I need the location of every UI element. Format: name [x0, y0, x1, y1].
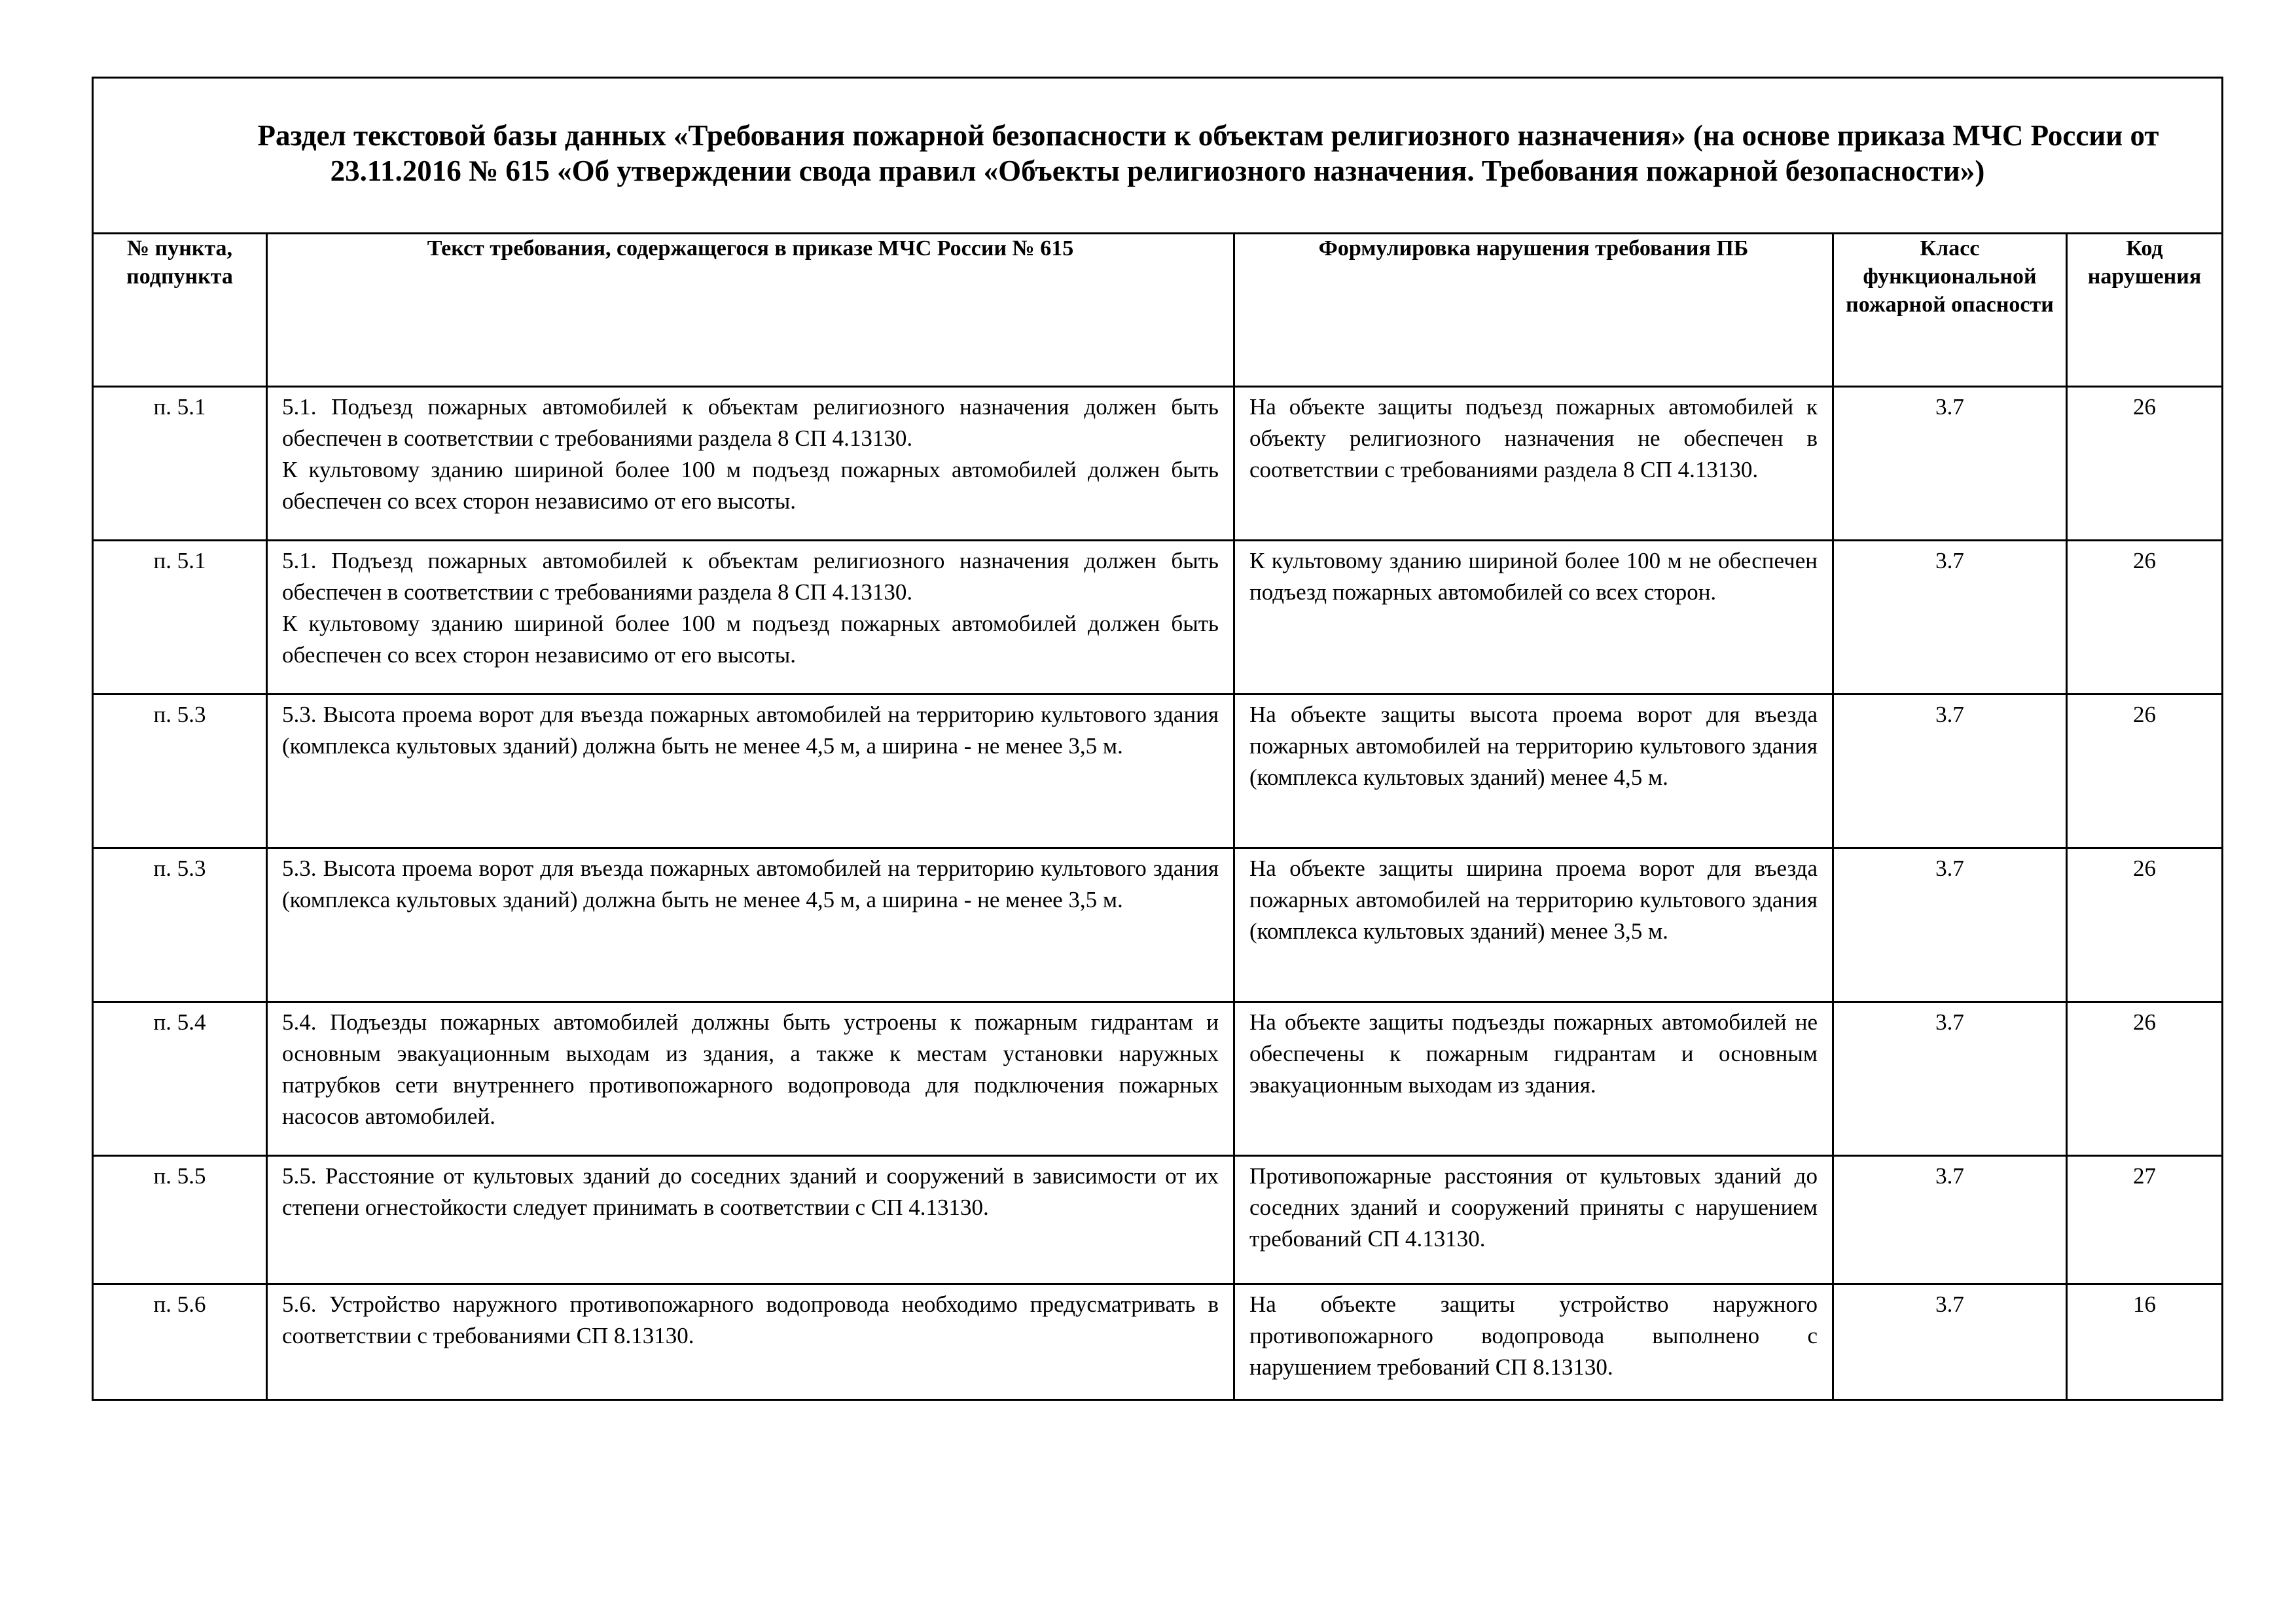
row-num: п. 5.4: [93, 1002, 267, 1156]
header-text: Текст требования, содержащегося в приказе МЧС России № 615: [267, 234, 1234, 387]
row-class: 3.7: [1833, 541, 2067, 695]
row-violation: На объекте защиты устройство наружного противопожарного водопровода выполнено с нарушением требований СП 8.13130.: [1234, 1284, 1833, 1400]
row-num: п. 5.1: [93, 387, 267, 541]
row-requirement-text: [267, 387, 1234, 541]
row-requirement-text: 5.5. Расстояние от культовых зданий до соседних зданий и сооружений в зависимости от их степени огнестойкости следует принимать в соответствии с СП 4.13130.: [267, 1156, 1234, 1284]
row-violation: На объекте защиты высота проема ворот для въезда пожарных автомобилей на территорию культового здания (комплекса культовых зданий) менее 4,5 м.: [1234, 695, 1833, 848]
table-row: [93, 1156, 2223, 1284]
row-requirement-text: 5.3. Высота проема ворот для въезда пожарных автомобилей на территорию культового здания (комплекса культовых зданий) должна быть не менее 4,5 м, а ширина - не менее 3,5 м.: [267, 695, 1234, 848]
row-requirement-text: 5.4. Подъезды пожарных автомобилей должны быть устроены к пожарным гидрантам и основным эвакуационным выходам из здания, а также к местам установки наружных патрубков сети внутреннего противопожарного водопровода для подключения пожарных насосов автомобилей.: [267, 1002, 1234, 1156]
row-requirement-text: 5.6. Устройство наружного противопожарного водопровода необходимо предусматривать в соответствии с требованиями СП 8.13130.: [267, 1284, 1234, 1400]
table-row: [93, 1002, 2223, 1156]
row-code: 26: [2067, 695, 2223, 848]
row-code: 26: [2067, 387, 2223, 541]
row-violation: На объекте защиты подъезд пожарных автомобилей к объекту религиозного назначения не обеспечен в соответствии с требованиями раздела 8 СП 4.13130.: [1234, 387, 1833, 541]
requirements-table: [92, 77, 2223, 1401]
row-code: 27: [2067, 1156, 2223, 1284]
row-violation: На объекте защиты ширина проема ворот для въезда пожарных автомобилей на территорию культового здания (комплекса культовых зданий) менее 3,5 м.: [1234, 848, 1833, 1002]
requirement-paragraph: 5.1. Подъезд пожарных автомобилей к объектам религиозного назначения должен быть обеспечен в соответствии с требованиями раздела 8 СП 4.13130.: [282, 548, 1219, 605]
row-num: п. 5.6: [93, 1284, 267, 1400]
requirement-paragraph: К культовому зданию шириной более 100 м подъезд пожарных автомобилей должен быть обеспечен со всех сторон независимо от его высоты.: [282, 457, 1219, 514]
table-row: [93, 541, 2223, 695]
row-class: 3.7: [1833, 387, 2067, 541]
row-num: п. 5.3: [93, 695, 267, 848]
row-class: 3.7: [1833, 848, 2067, 1002]
row-class: 3.7: [1833, 1002, 2067, 1156]
row-code: 26: [2067, 541, 2223, 695]
header-row: [93, 234, 2223, 387]
requirement-paragraph: К культовому зданию шириной более 100 м подъезд пожарных автомобилей должен быть обеспечен со всех сторон независимо от его высоты.: [282, 611, 1219, 668]
header-num: № пункта, подпункта: [93, 234, 267, 387]
row-class: 3.7: [1833, 1156, 2067, 1284]
header-class: Класс функциональной пожарной опасности: [1833, 234, 2067, 387]
requirement-paragraph: 5.1. Подъезд пожарных автомобилей к объектам религиозного назначения должен быть обеспечен в соответствии с требованиями раздела 8 СП 4.13130.: [282, 394, 1219, 451]
document-title: Раздел текстовой базы данных «Требования пожарной безопасности к объектам религиозного назначения» (на основе приказа МЧС России от 23.11.2016 № 615 «Об утверждении свода правил «Объекты религиозного назначения. Требования пожарной безопасности»): [93, 78, 2223, 234]
table-row: [93, 848, 2223, 1002]
row-violation: На объекте защиты подъезды пожарных автомобилей не обеспечены к пожарным гидрантам и основным эвакуационным выходам из здания.: [1234, 1002, 1833, 1156]
header-code: Код нарушения: [2067, 234, 2223, 387]
row-num: п. 5.5: [93, 1156, 267, 1284]
row-code: 26: [2067, 848, 2223, 1002]
row-violation: Противопожарные расстояния от культовых зданий до соседних зданий и сооружений приняты с нарушением требований СП 4.13130.: [1234, 1156, 1833, 1284]
row-code: 16: [2067, 1284, 2223, 1400]
row-class: 3.7: [1833, 1284, 2067, 1400]
row-class: 3.7: [1833, 695, 2067, 848]
row-requirement-text: [267, 541, 1234, 695]
row-code: 26: [2067, 1002, 2223, 1156]
title-row: [93, 78, 2223, 234]
table-row: [93, 695, 2223, 848]
row-violation: К культовому зданию шириной более 100 м не обеспечен подъезд пожарных автомобилей со всех сторон.: [1234, 541, 1833, 695]
row-num: п. 5.1: [93, 541, 267, 695]
table-row: [93, 1284, 2223, 1400]
row-requirement-text: 5.3. Высота проема ворот для въезда пожарных автомобилей на территорию культового здания (комплекса культовых зданий) должна быть не менее 4,5 м, а ширина - не менее 3,5 м.: [267, 848, 1234, 1002]
header-violation: Формулировка нарушения требования ПБ: [1234, 234, 1833, 387]
table-row: [93, 387, 2223, 541]
row-num: п. 5.3: [93, 848, 267, 1002]
